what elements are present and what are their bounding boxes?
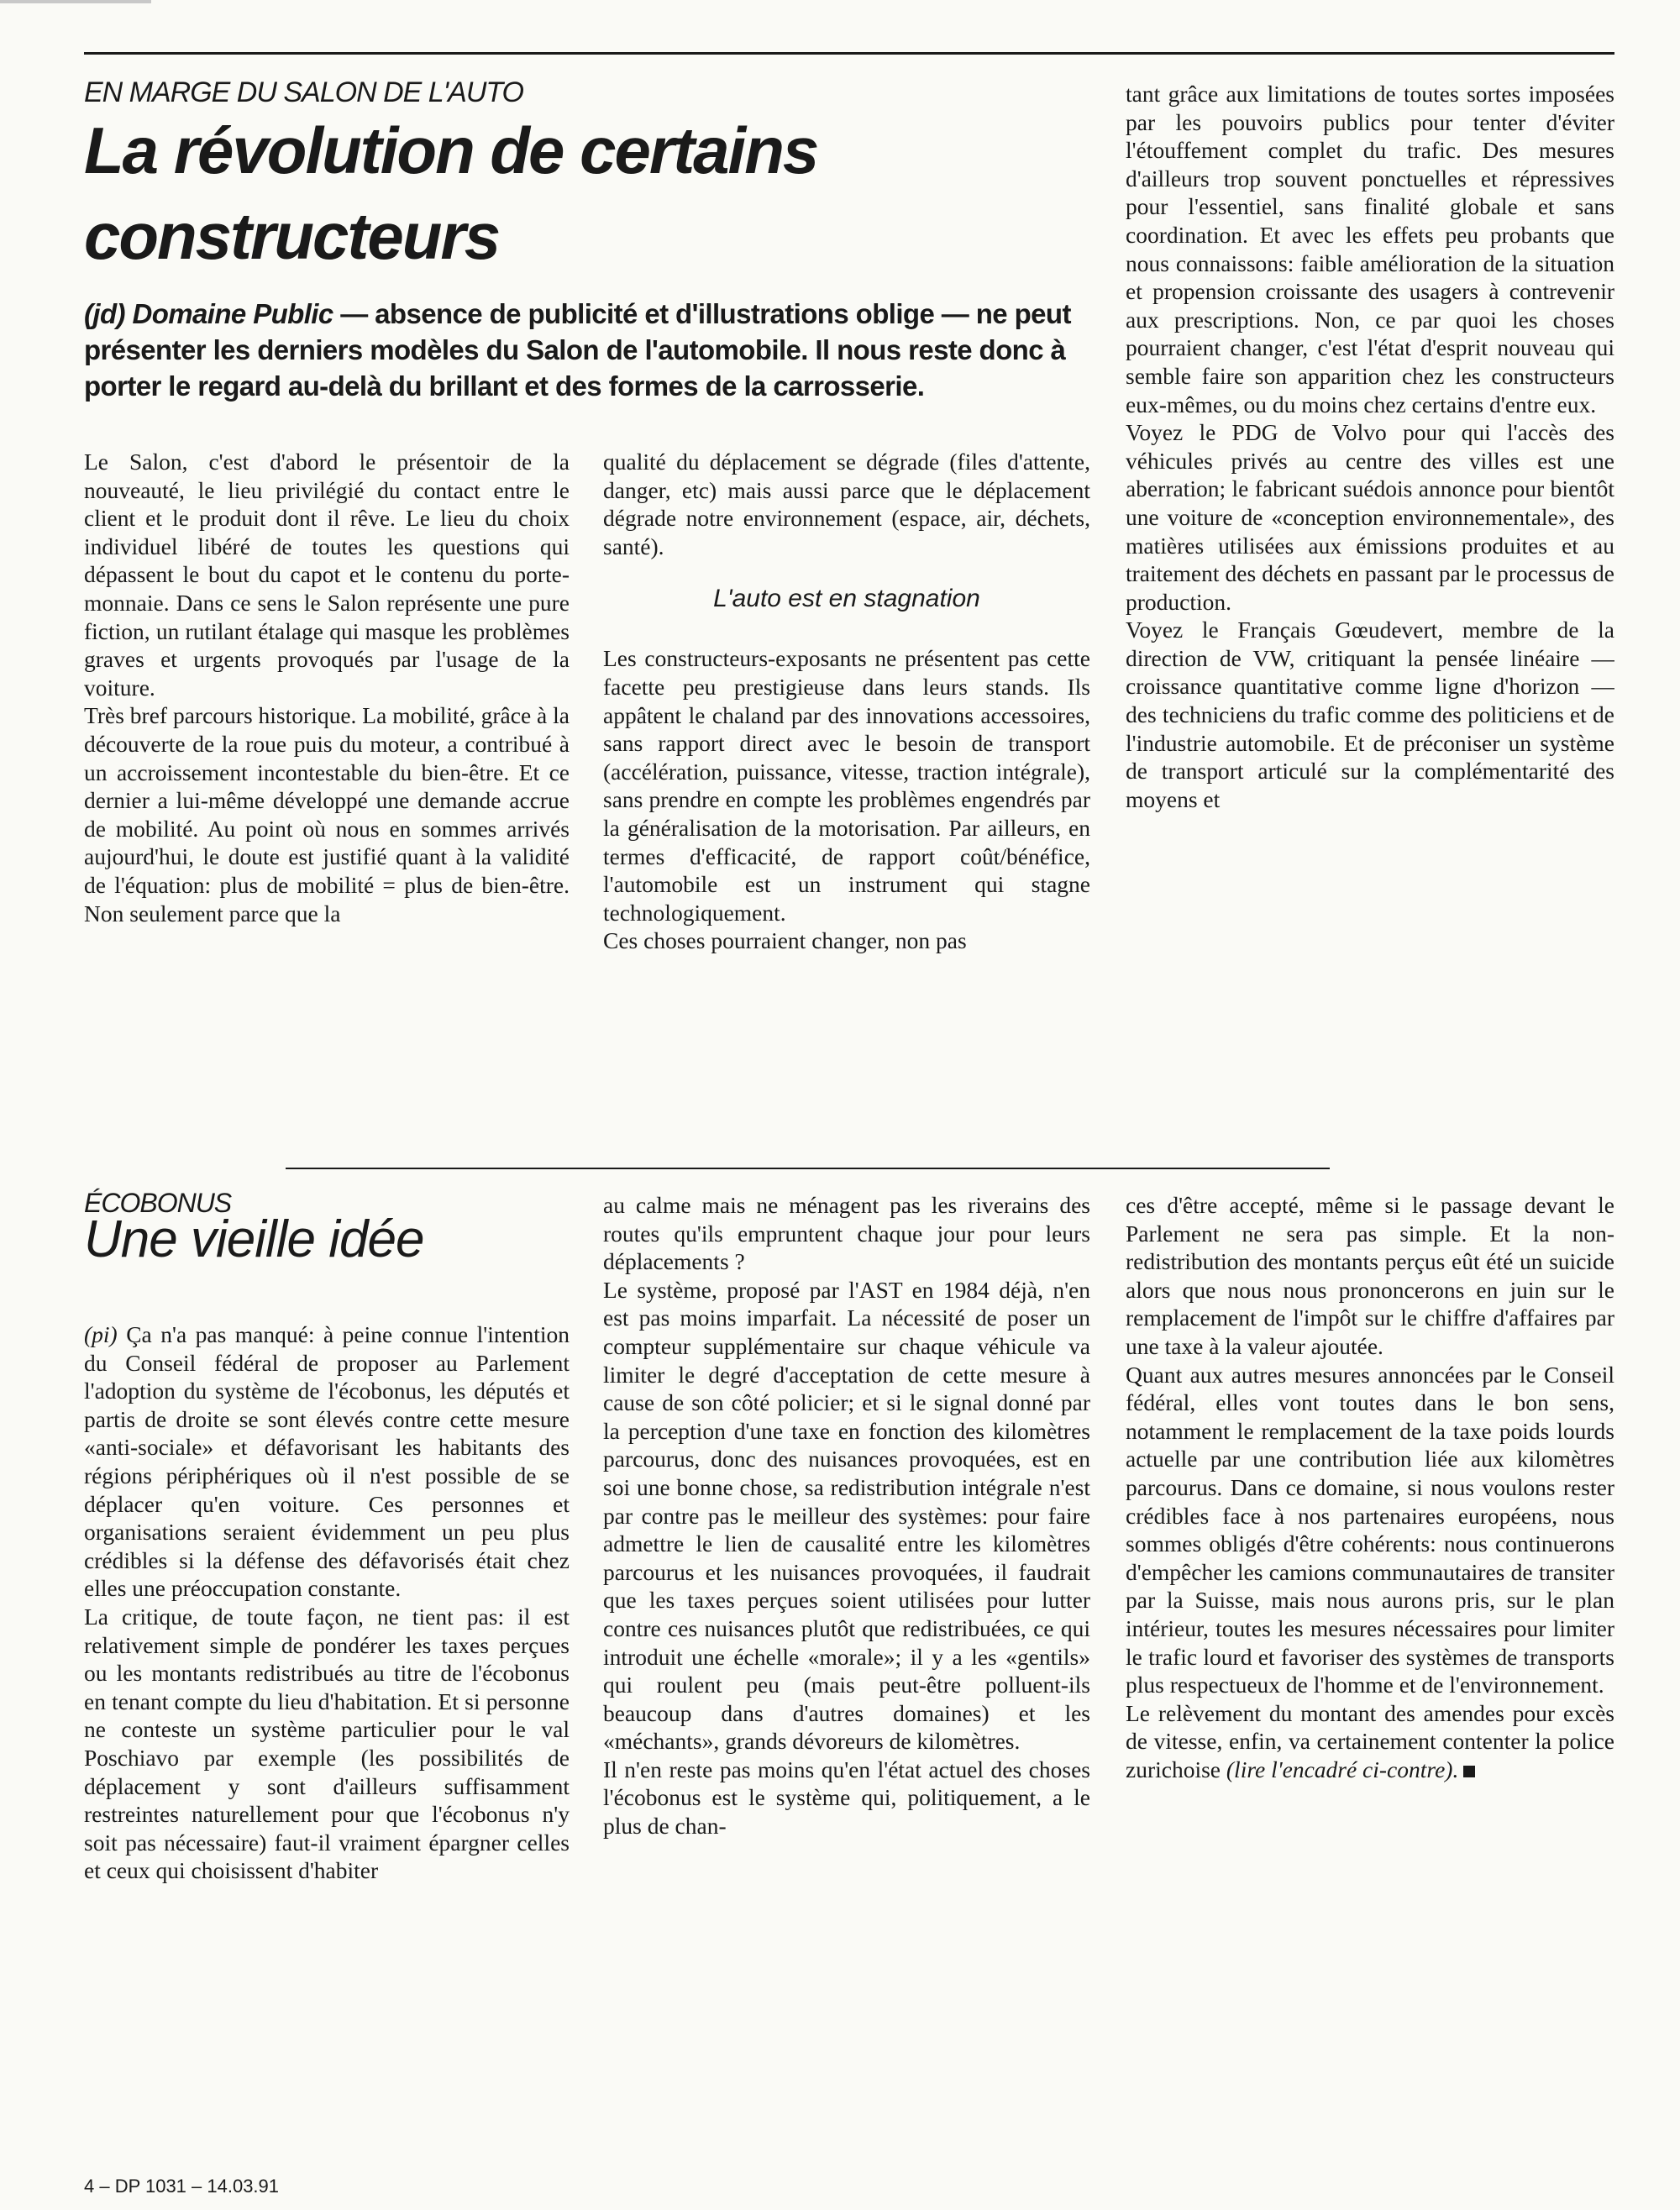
article1-col1-para: Très bref parcours historique. La mobilité, grâce à la découverte de la roue puis du moteur, a contribué à un accroissement incontestable du bien-être. Et ce dernier a lui-même développé une demande accrue de mobilité. Au point où nous en sommes arrivés aujourd'hui, le doute est justifié quant à la validité de l'équation: plus de mobilité = plus de bien-être. Non seulement parce que la — [84, 702, 570, 927]
article1-lead-text: — absence de publicité et d'illustrations oblige — ne peut présenter les derniers modèles du Salon de l'automobile. Il nous reste donc à porter le regard au-delà du brillant et des formes de la carrosserie. — [84, 298, 1071, 402]
page-folio: 4 – DP 1031 – 14.03.91 — [84, 2176, 280, 2197]
article2-kicker: ÉCOBONUS — [84, 1188, 232, 1218]
article1-col3-para: tant grâce aux limitations de toutes sortes imposées par les pouvoirs publics pour tenter d'éviter l'étouffement complet du trafic. Des mesures d'ailleurs trop souvent ponctuelles et répressives pour l'essentiel, sans finalité globale et sans coordination. Et avec les effets peu probants que nous connaissons: faible amélioration de la situation et propension croissante des usagers à contrevenir aux prescriptions. Non, ce par quoi les choses pourraient changer, c'est l'état d'esprit nouveau qui semble faire son apparition chez les constructeurs eux-mêmes, ou du moins chez certains d'entre eux. — [1126, 81, 1614, 417]
article2-col3-para: ces d'être accepté, même si le passage devant le Parlement ne sera pas simple. Et la non-redistribution des montants perçus eût été un suicide alors que nous nous prononcerons en juin sur le remplacement de l'impôt sur le chiffre d'affaires par une taxe à la valeur ajoutée. — [1126, 1192, 1614, 1359]
article2-column-3 — [1126, 1191, 1614, 2153]
article2-source: (pi) — [84, 1321, 118, 1347]
article2-col1-para — [84, 1320, 570, 1603]
article2-col3-last-text: Le relèvement du montant des amendes pour excès de vitesse, enfin, va certainement contenter la police zurichoise — [1126, 1699, 1614, 1782]
article1-column-2 — [603, 448, 1090, 1120]
article1-headline: La révolution de certains constructeurs — [84, 113, 818, 273]
article1-col3-para: Voyez le PDG de Volvo pour qui l'accès des véhicules privés au centre des villes est une aberration; le fabricant suédois annonce pour bientôt une voiture de «conception environnementale», des matières utilisées aux émissions produites et au traitement des déchets en passant par le processus de production. — [1126, 419, 1614, 615]
scan-edge-mark — [0, 0, 151, 3]
article1-column-1 — [84, 448, 570, 1120]
article2-col1-para: La critique, de toute façon, ne tient pas: il est relativement simple de pondérer les taxes perçues ou les montants redistribués au titre de l'écobonus en tenant compte du lieu d'habitation. Et si personne ne conteste un système particulier pour le val Poschiavo par exemple (les possibilités de déplacement y sont d'ailleurs suffisamment restreintes naturellement pour que l'écobonus n'y soit pas nécessaire) faut-il vraiment épargner celles et ceux qui choisissent d'habiter — [84, 1603, 570, 1884]
article1-column-3 — [1126, 80, 1614, 1121]
article1-col2-para: Les constructeurs-exposants ne présentent pas cette facette peu prestigieuse dans leurs stands. Ils appâtent le chaland par des innovations accessoires, sans rapport direct avec le besoin de transport (accélération, puissance, vitesse, traction intégrale), sans prendre en compte les problèmes engendrés par la généralisation de la motorisation. Par ailleurs, en termes d'efficacité, de rapport coût/bénéfice, l'automobile est un instrument qui stagne technologiquement. — [603, 645, 1090, 926]
article1-subhead: L'auto est en stagnation — [713, 585, 980, 613]
article2-col3-last-para — [1126, 1699, 1614, 1784]
article1-kicker: EN MARGE DU SALON DE L'AUTO — [84, 76, 523, 108]
article1-col3-para: Voyez le Français Gœudevert, membre de la direction de VW, critiquant la pensée linéaire — croissance quantitative comme ligne d'horizon — des techniciens du trafic comme des politiciens et de l'industrie automobile. Et de préconiser un système de transport articulé sur la complémentarité des moyens et — [1126, 617, 1614, 812]
article2-headline: Une vieille idée — [84, 1210, 424, 1268]
article2-col3-para: Quant aux autres mesures annoncées par le Conseil fédéral, elles vont toutes dans le bon sens, notamment le remplacement de la taxe poids lourds actuelle par une contribution liée aux kilomètres parcourus. Dans ce domaine, si nous voulons rester crédibles face à nos partenaires européens, nous sommes obligés d'être cohérents: nous continuerons d'empêcher les camions communautaires de transiter par la Suisse, mais nous aurons pris, sur le plan intérieur, toutes les mesures nécessaires pour limiter le trafic lourd et favoriser des systèmes de transports plus respectueux de l'homme et de l'environnement. — [1126, 1361, 1614, 1698]
top-rule — [84, 52, 1614, 55]
article2-col3-reference: (lire l'encadré ci-contre). — [1226, 1756, 1459, 1782]
article1-lead — [84, 296, 1092, 404]
article2-column-2 — [603, 1191, 1090, 2153]
end-of-article-mark — [1463, 1766, 1475, 1777]
article1-col1-para: Le Salon, c'est d'abord le présentoir de la nouveauté, le lieu privilégié du contact entre le client et le produit dont il rêve. Le lieu du choix individuel libéré de toutes les questions qui dépassent le bout du capot et le contenu du porte-monnaie. Dans ce sens le Salon représente une pure fiction, un rutilant étalage qui masque les problèmes graves et urgents provoqués par l'usage de la voiture. — [84, 449, 570, 701]
article2-column-1 — [84, 1320, 570, 2152]
article2-col1-text: Ça n'a pas manqué: à peine connue l'intention du Conseil fédéral de proposer au Parlement l'adoption du système de l'écobonus, les députés et partis de droite se sont élevés contre cette mesure «anti-sociale» et défavorisant les habitants des régions périphériques où il n'est possible de se déplacer qu'en voiture. Ces personnes et organisations seraient évidemment un peu plus crédibles si la défense des défavorisés était chez elles une préoccupation constante. — [84, 1321, 570, 1602]
article2-col2-para: Il n'en reste pas moins qu'en l'état actuel des choses l'écobonus est le système qui, politiquement, a le plus de chan- — [603, 1756, 1090, 1840]
article1-col2-para: Ces choses pourraient changer, non pas — [603, 927, 967, 954]
article2-col2-para: Le système, proposé par l'AST en 1984 déjà, n'en est pas moins imparfait. La nécessité de poser un compteur supplémentaire sur chaque véhicule va limiter le degré d'acceptation de cette mesure à cause de son côté policier; et si le signal donné par la perception d'une taxe en fonction des kilomètres parcourus, donc des nuisances provoquées, est en soi une bonne chose, sa redistribution intégrale n'est par contre pas le meilleur des systèmes: pour faire admettre le lien de causalité entre les kilomètres parcourus et les nuisances provoquées, il faudrait que les taxes perçues soient utilisées pour lutter contre ces nuisances plutôt que redistribuées, ce qui introduit une échelle «morale»; il y a les «gentils» qui roulent peu (mais peut-être polluent-ils beaucoup dans d'autres domaines) et les «méchants», grands dévoreurs de kilomètres. — [603, 1276, 1090, 1755]
article2-col2-para: au calme mais ne ménagent pas les riverains des routes qu'ils empruntent chaque jour pour leurs déplacements ? — [603, 1192, 1090, 1275]
article1-lead-source: (jd) Domaine Public — [84, 298, 333, 329]
article1-col2-top: qualité du déplacement se dégrade (files d'attente, danger, etc) mais aussi parce que le déplacement dégrade notre environnement (espace, air, déchets, santé). — [603, 449, 1090, 559]
section-divider — [286, 1168, 1330, 1169]
